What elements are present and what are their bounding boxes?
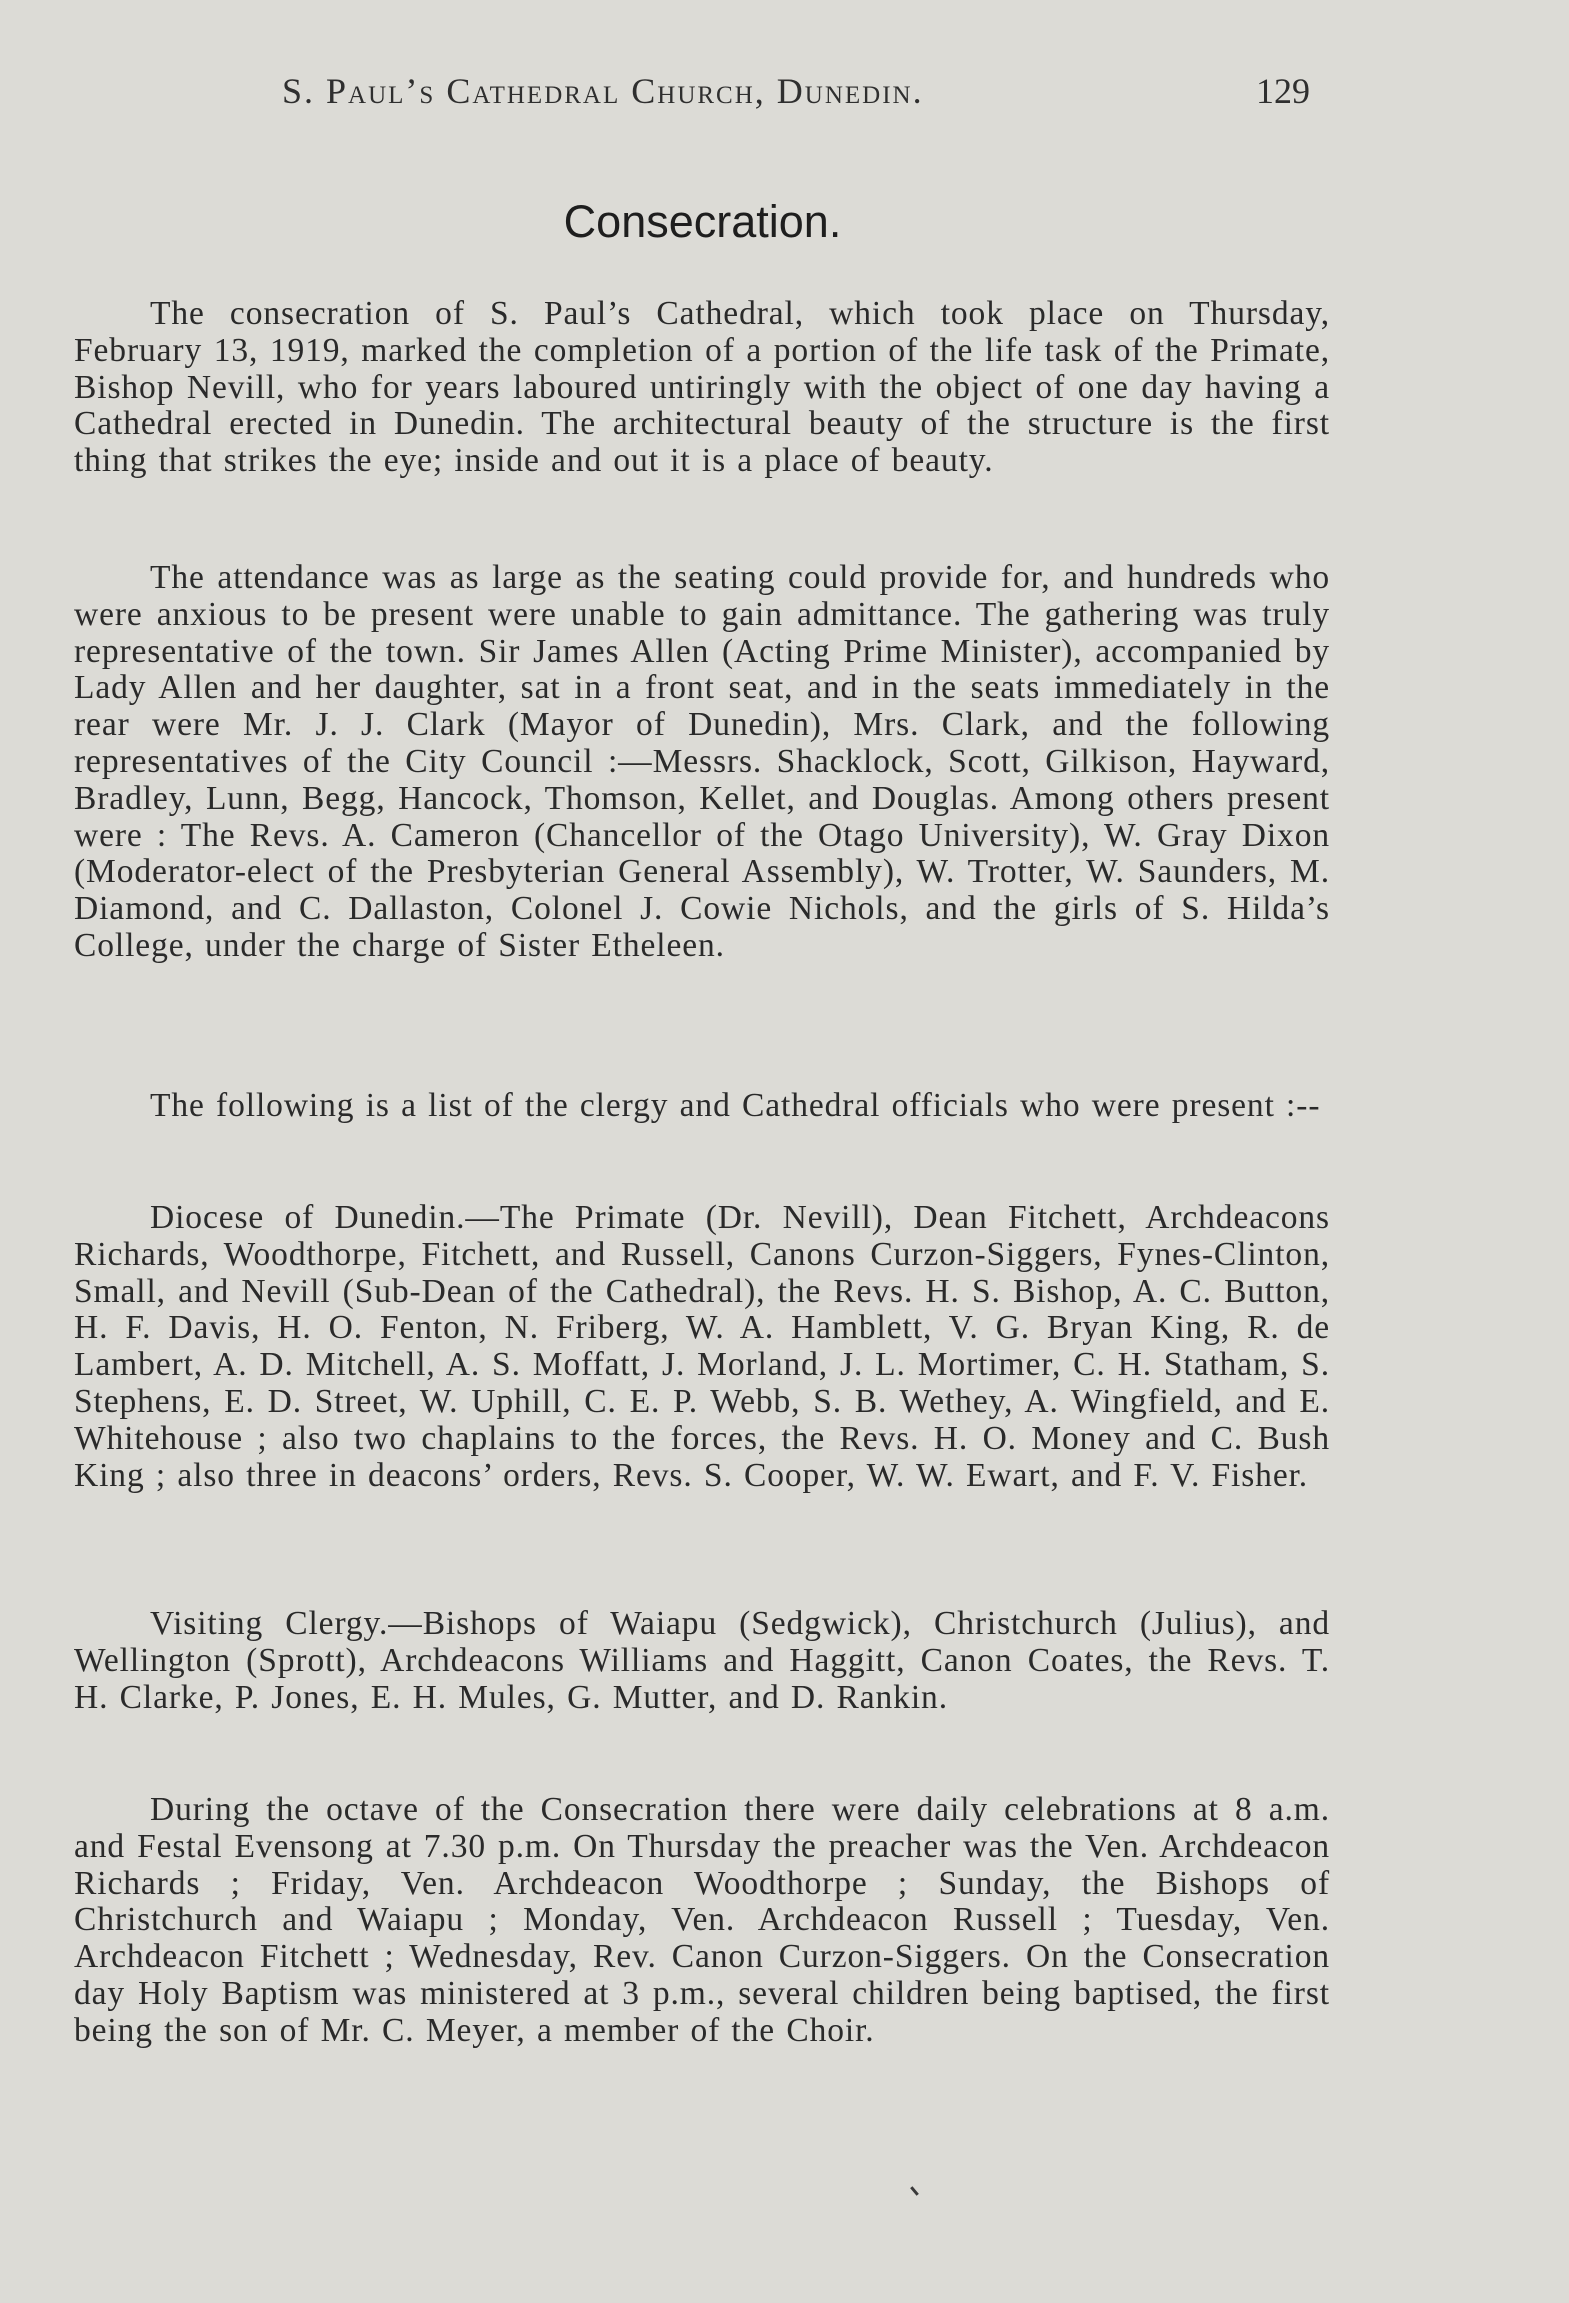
paragraph-consecration-intro: The consecration of S. Paul’s Cathedral, which took place on Thursday, February 13, 1919, marked the completion of a portion of the life task of the Primate, Bishop Nevill, who for years laboured untiringly with the object of one day having a Cathedral erected in Dunedin. The architectural beauty of the structure is the first thing that strikes the eye; inside and out it is a place of beauty.	[74, 295, 1330, 480]
paragraph-2-block	[74, 560, 1330, 965]
paragraph-1-block	[74, 296, 1330, 480]
paragraph-clergy-list-intro: The following is a list of the clergy and Cathedral officials who were present :--	[150, 1087, 1321, 1124]
page-number: 129	[1256, 71, 1310, 111]
ink-mark	[910, 2186, 919, 2196]
paragraph-octave-services: During the octave of the Consecration there were daily celebrations at 8 a.m. and Festal Evensong at 7.30 p.m. On Thursday the preacher was the Ven. Archdeacon Richards ; Friday, Ven. Archdeacon Woodthorpe ; Sunday, the Bishops of Christchurch and Waiapu ; Monday, Ven. Archdeacon Russell ; Tuesday, Ven. Archdeacon Fitchett ; Wednesday, Rev. Canon Curzon-Siggers. On the Consecration day Holy Baptism was ministered at 3 p.m., several children being baptised, the first being the son of Mr. C. Meyer, a member of the Choir.	[74, 1791, 1330, 2049]
paragraph-5-block	[74, 1606, 1330, 1716]
paragraph-3-block	[74, 1088, 1330, 1125]
paragraph-6-block	[74, 1792, 1330, 2050]
paragraph-visiting-clergy: Visiting Clergy.—Bishops of Waiapu (Sedgwick), Christchurch (Julius), and Wellington (Sprott), Archdeacons Williams and Haggitt, Canon Coates, the Revs. T. H. Clarke, P. Jones, E. H. Mules, G. Mutter, and D. Rankin.	[74, 1605, 1330, 1716]
paragraph-attendance: The attendance was as large as the seating could provide for, and hundreds who were anxious to be present were unable to gain admittance. The gathering was truly representative of the town. Sir James Allen (Acting Prime Minister), accompanied by Lady Allen and her daughter, sat in a front seat, and in the seats immediately in the rear were Mr. J. J. Clark (Mayor of Dunedin), Mrs. Clark, and the following representatives of the City Council :—Messrs. Shacklock, Scott, Gilkison, Hayward, Bradley, Lunn, Begg, Hancock, Thomson, Kellet, and Douglas. Among others present were : The Revs. A. Cameron (Chancellor of the Otago University), W. Gray Dixon (Moderator-elect of the Presbyterian General Assembly), W. Trotter, W. Saunders, M. Diamond, and C. Dallaston, Colonel J. Cowie Nichols, and the girls of S. Hilda’s College, under the charge of Sister Etheleen.	[74, 559, 1330, 964]
paragraph-diocese-of-dunedin: Diocese of Dunedin.—The Primate (Dr. Nevill), Dean Fitchett, Archdeacons Richards, Woodthorpe, Fitchett, and Russell, Canons Curzon-Siggers, Fynes-Clinton, Small, and Nevill (Sub-Dean of the Cathedral), the Revs. H. S. Bishop, A. C. Button, H. F. Davis, H. O. Fenton, N. Friberg, W. A. Hamblett, V. G. Bryan King, R. de Lambert, A. D. Mitchell, A. S. Moffatt, J. Morland, J. L. Mortimer, C. H. Statham, S. Stephens, E. D. Street, W. Uphill, C. E. P. Webb, S. B. Wethey, A. Wingfield, and E. Whitehouse ; also two chaplains to the forces, the Revs. H. O. Money and C. Bush King ; also three in deacons’ orders, Revs. S. Cooper, W. W. Ewart, and F. V. Fisher.	[74, 1199, 1330, 1494]
paragraph-4-block	[74, 1200, 1330, 1494]
running-head: S. Paul’s Cathedral Church, Dunedin.	[282, 71, 924, 111]
section-title: Consecration.	[563, 196, 842, 247]
